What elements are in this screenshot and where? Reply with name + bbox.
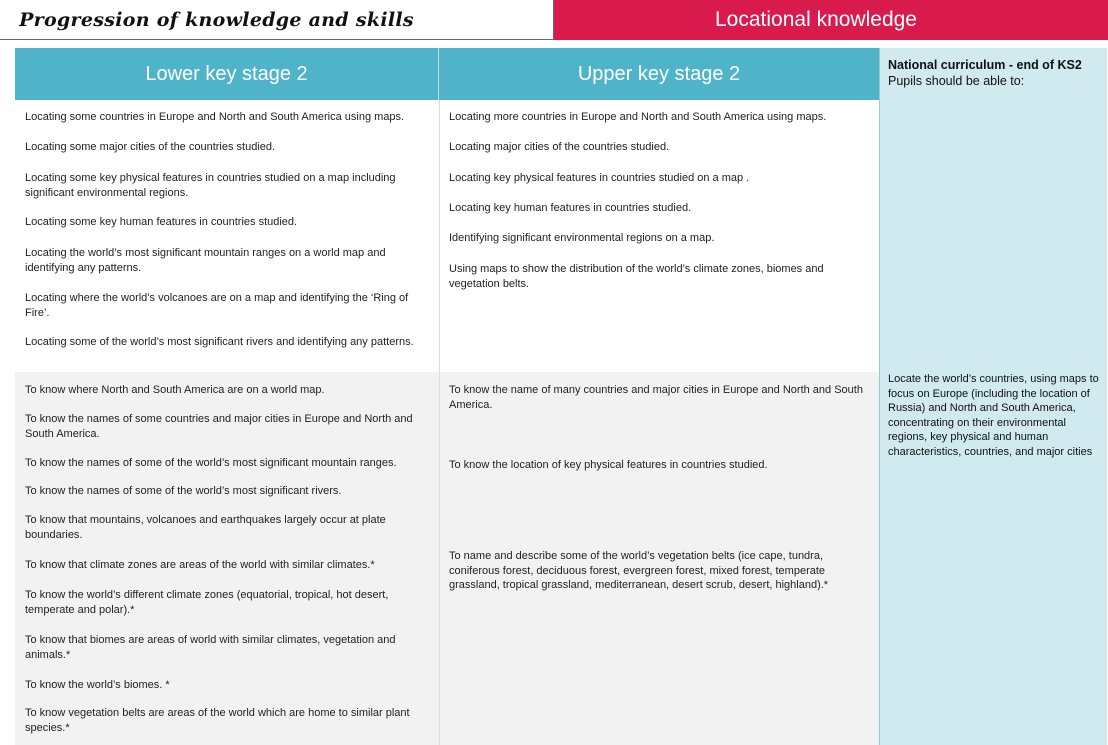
lower-knowledge-item: To know the names of some of the world’s most significant mountain ranges.: [25, 457, 397, 469]
document-title: Progression of knowledge and skills: [19, 8, 414, 31]
lower-knowledge-item: To know where North and South America are on a world map.: [25, 384, 325, 396]
upper-knowledge-item: To know the name of many countries and major cities in Europe and North and South America.: [449, 384, 863, 411]
lower-knowledge-item: To know the names of some countries and major cities in Europe and North and South America.: [25, 413, 413, 440]
upper-skill-item: Locating more countries in Europe and North and South America using maps.: [449, 111, 827, 123]
lower-skill-item: Locating some major cities of the countries studied.: [25, 141, 276, 153]
upper-skill-item: Identifying significant environmental regions on a map.: [449, 232, 715, 244]
upper-skill-item: Locating key physical features in countries studied on a map .: [449, 172, 750, 184]
lower-ks2-header-label: Lower key stage 2: [145, 62, 308, 85]
lower-skill-item: Locating some key human features in countries studied.: [25, 216, 298, 228]
lower-skill-item: Locating the world’s most significant mountain ranges on a world map and identifying any patterns.: [25, 247, 386, 274]
upper-skill-item: Locating key human features in countries studied.: [449, 202, 692, 214]
upper-knowledge-item: To know the location of key physical features in countries studied.: [449, 459, 768, 471]
lower-skill-item: Locating some key physical features in countries studied on a map including significant environmental regions.: [25, 172, 396, 199]
upper-ks2-header-label: Upper key stage 2: [577, 62, 741, 85]
lower-knowledge-item: To know that climate zones are areas of the world with similar climates.*: [25, 559, 375, 571]
nc-title: National curriculum - end of KS2: [888, 58, 1082, 72]
lower-skill-item: Locating where the world’s volcanoes are on a map and identifying the ‘Ring of Fire’.: [25, 292, 409, 319]
lower-knowledge-item: To know vegetation belts are areas of the world which are home to similar plant species.*: [25, 707, 410, 734]
topic-title: Locational knowledge: [715, 8, 917, 31]
lower-ks2-header: [15, 48, 439, 100]
topic-banner: [554, 0, 1108, 40]
nc-subtitle: Pupils should be able to:: [888, 74, 1025, 88]
progression-table: [15, 48, 1107, 745]
lower-knowledge-item: To know the world’s biomes. *: [25, 679, 170, 691]
lower-knowledge-item: To know that biomes are areas of world with similar climates, vegetation and animals.*: [25, 634, 396, 661]
skills-section: [15, 100, 879, 372]
lower-knowledge-item: To know the names of some of the world’s most significant rivers.: [25, 485, 342, 497]
document-title-banner: [0, 0, 554, 40]
knowledge-section: [15, 372, 879, 745]
upper-skill-item: Using maps to show the distribution of the world’s climate zones, biomes and vegetation belts.: [449, 263, 824, 290]
lower-knowledge-item: To know that mountains, volcanoes and earthquakes largely occur at plate boundaries.: [25, 514, 386, 541]
column-divider: [439, 100, 440, 745]
upper-knowledge-item: To name and describe some of the world’s vegetation belts (ice cape, tundra, coniferous forest, deciduous forest, evergreen forest, mixed forest, temperate grassland, tropical grassland, mediterranean, desert scrub, desert, highland).*: [449, 550, 829, 591]
national-curriculum-column: [879, 48, 1107, 745]
nc-statement: Locate the world’s countries, using maps to focus on Europe (including the location of Russia) and North and South America, concentrating on their environmental regions, key physical and human characteristics, countries, and major cities: [888, 373, 1099, 458]
lower-knowledge-item: To know the world’s different climate zones (equatorial, tropical, hot desert, temperate and polar).*: [25, 589, 389, 616]
lower-skill-item: Locating some countries in Europe and North and South America using maps.: [25, 111, 405, 123]
lower-skill-item: Locating some of the world’s most significant rivers and identifying any patterns.: [25, 336, 414, 348]
upper-ks2-header: [439, 48, 879, 100]
upper-skill-item: Locating major cities of the countries studied.: [449, 141, 670, 153]
